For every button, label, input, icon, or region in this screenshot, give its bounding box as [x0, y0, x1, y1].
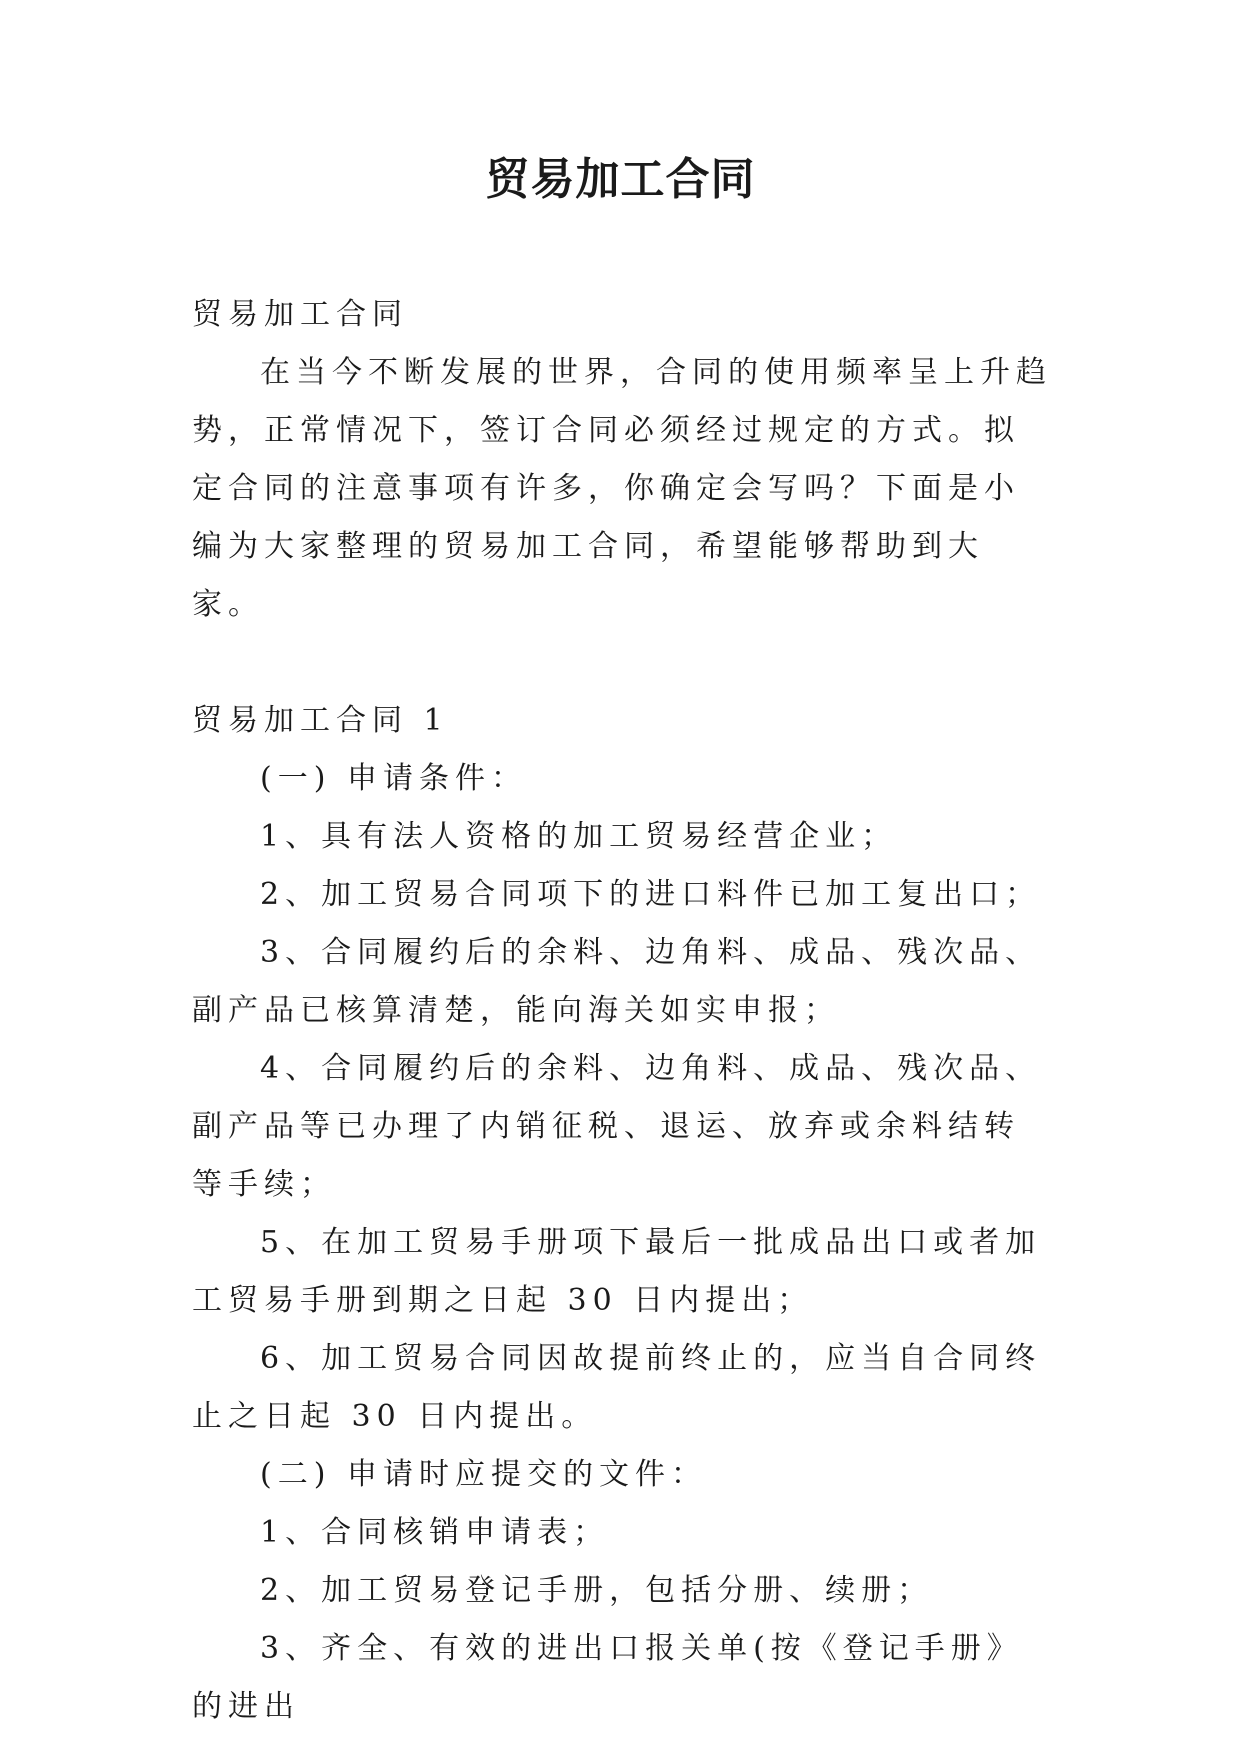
list-item: 5、在加工贸易手册项下最后一批成品出口或者加工贸易手册到期之日起 30 日内提出； [192, 1225, 1042, 1318]
part2-heading: (二) 申请时应提交的文件： [260, 1457, 707, 1492]
paragraph-spacer [192, 634, 1052, 692]
list-item: 6、加工贸易合同因故提前终止的，应当自合同终止之日起 30 日内提出。 [192, 1341, 1042, 1434]
list-item: 1、合同核销申请表； [260, 1515, 610, 1550]
list-item: 3、合同履约后的余料、边角料、成品、残次品、副产品已核算清楚，能向海关如实申报； [192, 935, 1042, 1028]
section-heading: 贸易加工合同 1 [192, 703, 449, 738]
list-item: 4、合同履约后的余料、边角料、成品、残次品、副产品等已办理了内销征税、退运、放弃或余料结转等手续； [192, 1051, 1042, 1202]
document-title: 贸易加工合同 [485, 154, 756, 205]
part1-heading: (一) 申请条件： [260, 761, 527, 796]
document-body [192, 286, 1052, 1736]
list-item: 2、加工贸易登记手册，包括分册、续册； [260, 1573, 934, 1608]
list-item: 3、齐全、有效的进出口报关单(按《登记手册》的进出 [192, 1631, 1023, 1724]
intro-paragraph: 在当今不断发展的世界，合同的使用频率呈上升趋势，正常情况下，签订合同必须经过规定的方式。拟定合同的注意事项有许多，你确定会写吗？下面是小编为大家整理的贸易加工合同，希望能够帮助到大家。 [192, 355, 1052, 622]
intro-heading: 贸易加工合同 [192, 297, 408, 332]
list-item: 2、加工贸易合同项下的进口料件已加工复出口； [260, 877, 1042, 912]
list-item: 1、具有法人资格的加工贸易经营企业； [260, 819, 898, 854]
